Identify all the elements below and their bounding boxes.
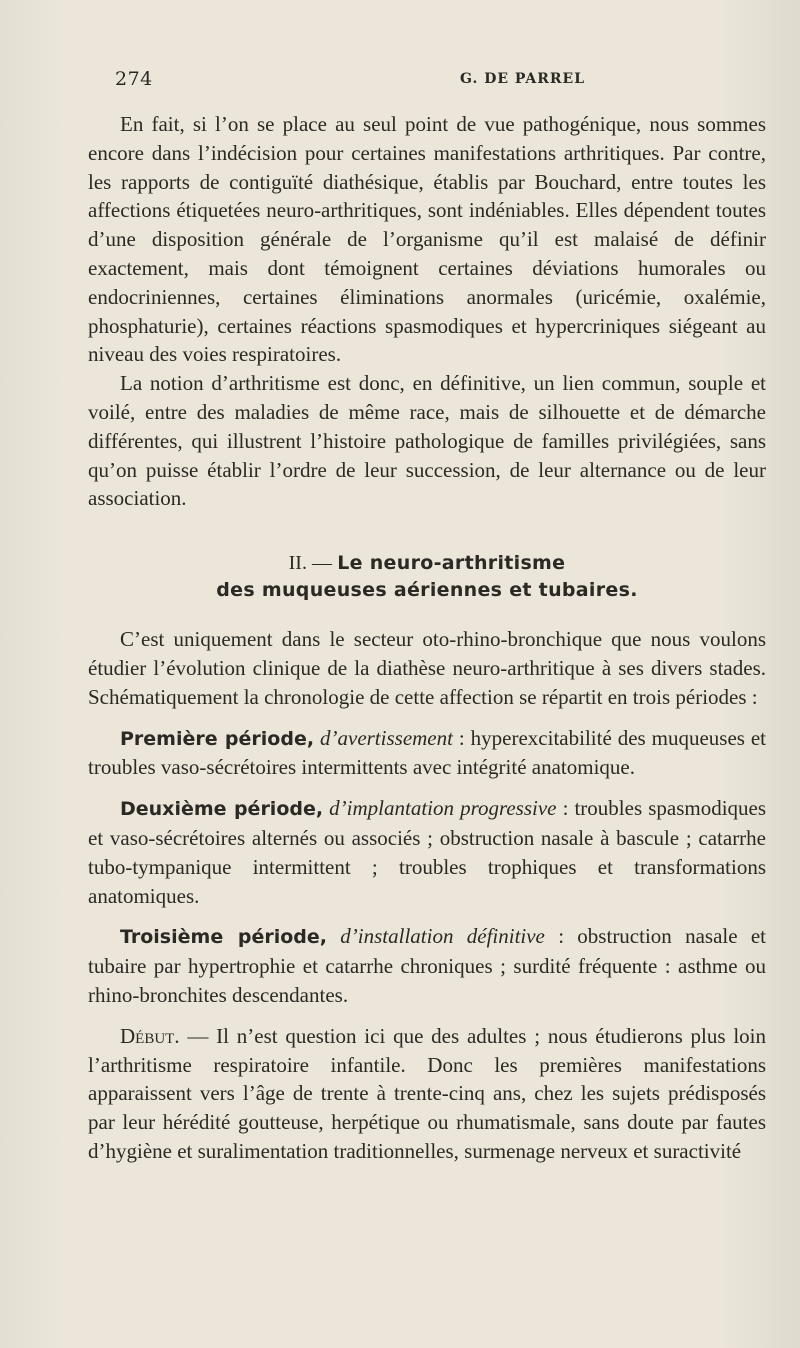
page-number: 274 <box>115 68 153 90</box>
period-1-text: : hyperexcitabilité des muqueuses et troubles vaso-sécrétoires intermittents avec intégrité anatomique. <box>88 725 767 780</box>
debut-text: — Il n’est question ici que des adultes ; nous étudierons plus loin l’arthritisme respiratoire infantile. Donc les premières manifestations apparaissent vers l’âge de trente à trente-cinq ans, chez les sujets prédisposés par leur hérédité goutteuse, herpétique ou rhumatismale, sans doute par fautes d’hygiène et suralimentation traditionnelles, surmenage nerveux et suractivité <box>88 1023 766 1163</box>
paragraph-pathogenie: En fait, si l’on se place au seul point de vue pathogénique, nous sommes encore dans l’indécision pour certaines manifestations arthritiques. Par contre, les rapports de contiguïté diathésique, établis par Bouchard, entre toutes les affections étiquetées neuro-arthritiques, sont indéniables. Elles dépendent toutes d’une disposition générale de l’organisme qu’il est malaisé de définir exactement, mais dont témoignent certaines déviations humorales ou endocriniennes, certaines éliminations anormales (uricémie, oxalémie, phosphaturie), certaines réactions spasmodiques et hypercriniques siégeant au niveau des voies respiratoires. <box>88 112 766 367</box>
section-heading <box>88 549 766 603</box>
period-3-phase: d’installation définitive <box>340 924 545 949</box>
period-1 <box>88 724 766 783</box>
running-head: G. DE PARREL <box>460 71 586 87</box>
paragraph-arthritisme: La notion d’arthritisme est donc, en définitive, un lien commun, souple et voilé, entre des maladies de même race, mais de silhouette et de démarche différentes, qui illustrent l’histoire pathologique de familles privilégiées, sans qu’on puisse établir l’ordre de leur succession, de leur alternance ou de leur association. <box>88 371 766 511</box>
paragraph-secteur: C’est uniquement dans le secteur oto-rhino-bronchique que nous voulons étudier l’évolution clinique de la diathèse neuro-arthritique à ses divers stades. Schématiquement la chronologie de cette affection se répartit en trois périodes : <box>88 627 766 709</box>
period-1-phase: d’avertissement <box>320 725 453 750</box>
period-3 <box>88 922 766 1009</box>
body-text <box>88 110 766 1166</box>
period-3-text: : obstruction nasale et tubaire par hypertrophie et catarrhe chroniques ; surdité fréquente : asthme ou rhino-bronchites descendantes. <box>88 924 767 1007</box>
section-title-line2: des muqueuses aériennes et tubaires. <box>216 579 638 602</box>
period-2-text: : troubles spasmodiques et vaso-sécrétoires alternés ou associés ; obstruction nasale à bascule ; catarrhe tubo-tympanique intermittent ; troubles trophiques et transformations anatomiques. <box>88 796 767 908</box>
paragraph-debut <box>88 1022 766 1166</box>
page-header <box>115 68 765 92</box>
section-number: II. — <box>288 552 332 575</box>
section-title-line1: Le neuro-arthritisme <box>337 552 566 575</box>
period-2 <box>88 794 766 910</box>
debut-label: Début. <box>120 1023 180 1048</box>
period-3-title: Troisième période, <box>120 926 327 949</box>
period-1-title: Première période, <box>120 727 315 750</box>
period-2-title: Deuxième période, <box>120 798 324 821</box>
period-2-phase: d’implantation progressive <box>329 796 557 821</box>
